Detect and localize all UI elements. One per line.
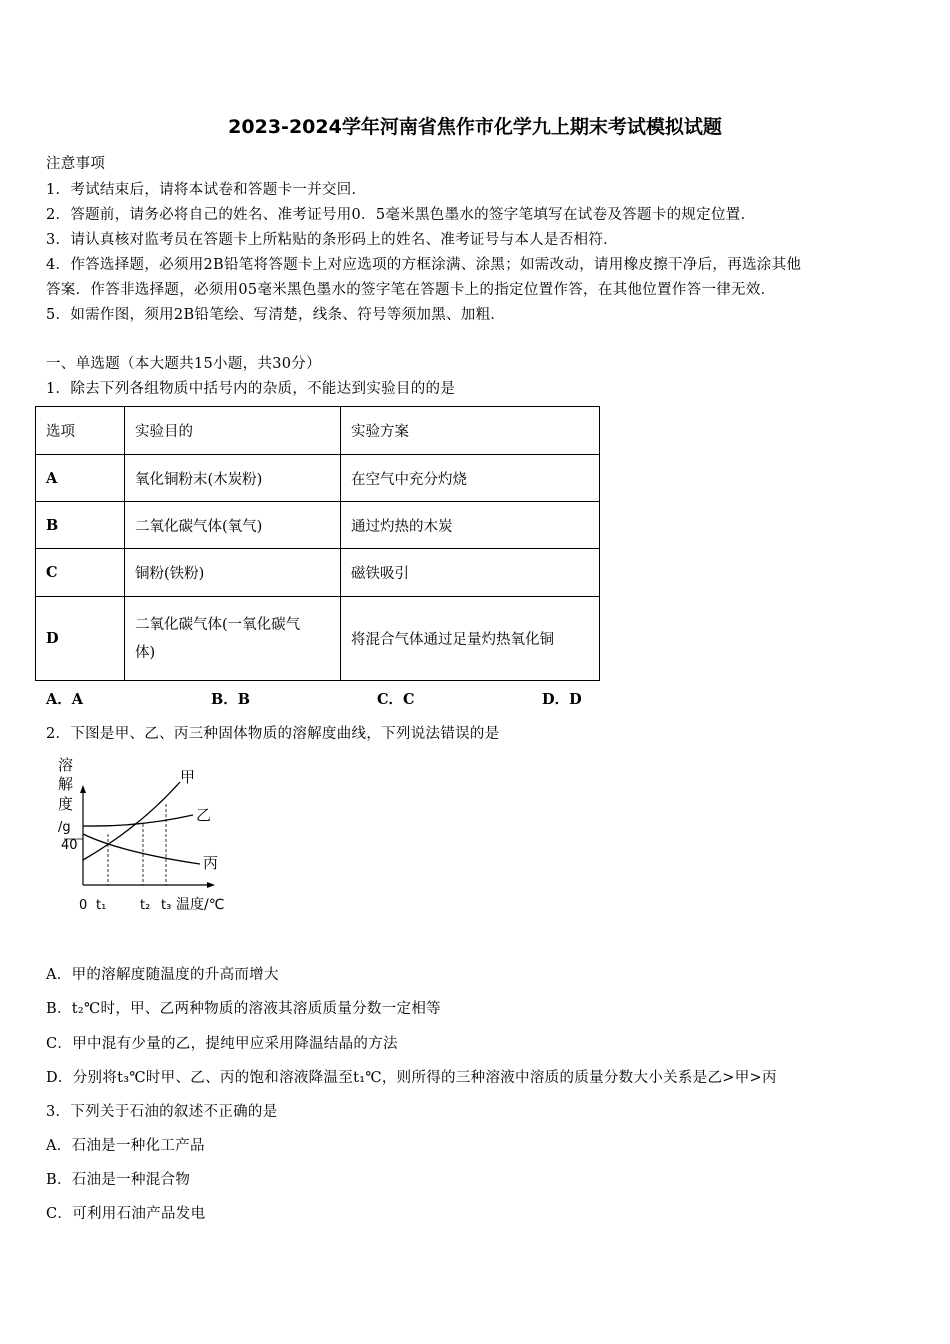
notice-heading: 注意事项 <box>46 156 106 172</box>
series-label-jia: 甲 <box>180 768 196 786</box>
notice-item: 2．答题前，请务必将自己的姓名、准考证号用0．5毫米黑色墨水的签字笔填写在试卷及答题卡的规定位置． <box>46 207 756 223</box>
x-tick-label: t₁ <box>96 898 107 913</box>
series-label-yi: 乙 <box>196 806 212 824</box>
ylabel-char: 溶 <box>58 756 74 774</box>
table-cell-option: A <box>36 455 125 502</box>
question-3-option-c[interactable]: C．可利用石油产品发电 <box>46 1206 206 1222</box>
section-heading: 一、单选题（本大题共15小题，共30分） <box>46 356 321 372</box>
table-cell-plan: 通过灼热的木炭 <box>341 502 600 549</box>
question-3-option-b[interactable]: B．石油是一种混合物 <box>46 1172 191 1188</box>
x-tick-label: t₂ <box>140 898 151 913</box>
question-2-option-d[interactable]: D．分别将t₃℃时甲、乙、丙的饱和溶液降温至t₁℃，则所得的三种溶液中溶质的质量分数大小关系是乙>甲>丙 <box>46 1070 777 1086</box>
table-row <box>36 597 600 681</box>
table-header-cell: 实验目的 <box>125 407 341 455</box>
table-cell-goal <box>125 597 341 681</box>
ylabel-char: /g <box>58 820 71 835</box>
table-cell-plan: 磁铁吸引 <box>341 549 600 597</box>
table-row <box>36 455 600 502</box>
table-header-cell: 选项 <box>36 407 125 455</box>
series-label-bing: 丙 <box>203 854 219 872</box>
question-1-option-a[interactable]: A．A <box>46 691 84 708</box>
x-axis-arrow <box>207 882 215 888</box>
table-row <box>36 502 600 549</box>
table-cell-plan: 将混合气体通过足量灼热氧化铜 <box>341 597 600 681</box>
question-1-option-b[interactable]: B．B <box>211 691 251 708</box>
table-cell-goal: 氧化铜粉末(木炭粉) <box>125 455 341 502</box>
x-tick-label: t₃ <box>161 898 172 913</box>
notice-item: 5．如需作图，须用2B铅笔绘、写清楚，线条、符号等须加黑、加粗． <box>46 307 506 323</box>
notice-item: 3．请认真核对监考员在答题卡上所粘贴的条形码上的姓名、准考证号与本人是否相符． <box>46 232 618 248</box>
question-2-option-c[interactable]: C．甲中混有少量的乙，提纯甲应采用降温结晶的方法 <box>46 1036 398 1052</box>
question-3-stem: 3．下列关于石油的叙述不正确的是 <box>46 1104 278 1120</box>
notice-item: 4．作答选择题，必须用2B铅笔将答题卡上对应选项的方框涂满、涂黑；如需改动，请用橡皮擦干净后，再选涂其他 <box>46 257 802 273</box>
question-1-stem: 1．除去下列各组物质中括号内的杂质，不能达到实验目的的是 <box>46 381 456 397</box>
question-2-stem: 2．下图是甲、乙、丙三种固体物质的溶解度曲线，下列说法错误的是 <box>46 726 500 742</box>
notice-item: 答案．作答非选择题，必须用05毫米黑色墨水的签字笔在答题卡上的指定位置作答，在其他位置作答一律无效． <box>46 282 776 298</box>
table-cell-goal: 二氧化碳气体(氧气) <box>125 502 341 549</box>
curve-yi <box>83 815 193 826</box>
question-3-option-a[interactable]: A．石油是一种化工产品 <box>46 1138 205 1154</box>
ylabel-char: 解 <box>58 775 74 793</box>
table-header-cell: 实验方案 <box>341 407 600 455</box>
x-tick-label: 0 <box>79 898 88 913</box>
question-1-option-d[interactable]: D．D <box>542 691 582 708</box>
table-cell-option: C <box>36 549 125 597</box>
table-cell-option: B <box>36 502 125 549</box>
table-cell-goal-line: 二氧化碳气体(一氧化碳气 <box>135 616 301 633</box>
notice-item: 1．考试结束后，请将本试卷和答题卡一并交回． <box>46 182 367 198</box>
curve-jia <box>83 782 180 860</box>
question-1-table <box>35 406 600 681</box>
table-cell-goal-line: 体) <box>135 644 156 661</box>
table-cell-plan: 在空气中充分灼烧 <box>341 455 600 502</box>
page-title: 2023-2024学年河南省焦作市化学九上期末考试模拟试题 <box>228 116 722 138</box>
table-cell-option: D <box>36 597 125 681</box>
y-axis-arrow <box>80 785 86 793</box>
x-axis-label: 温度/℃ <box>176 897 225 913</box>
table-row <box>36 549 600 597</box>
table-header-row <box>36 407 600 455</box>
solubility-chart <box>50 752 240 917</box>
table-cell-goal: 铜粉(铁粉) <box>125 549 341 597</box>
question-1-option-c[interactable]: C．C <box>377 691 415 708</box>
ylabel-char: 度 <box>58 795 74 813</box>
y-tick-label: 40 <box>61 838 78 853</box>
question-2-option-a[interactable]: A．甲的溶解度随温度的升高而增大 <box>46 967 279 983</box>
question-2-option-b[interactable]: B．t₂℃时，甲、乙两种物质的溶液其溶质质量分数一定相等 <box>46 1001 441 1017</box>
